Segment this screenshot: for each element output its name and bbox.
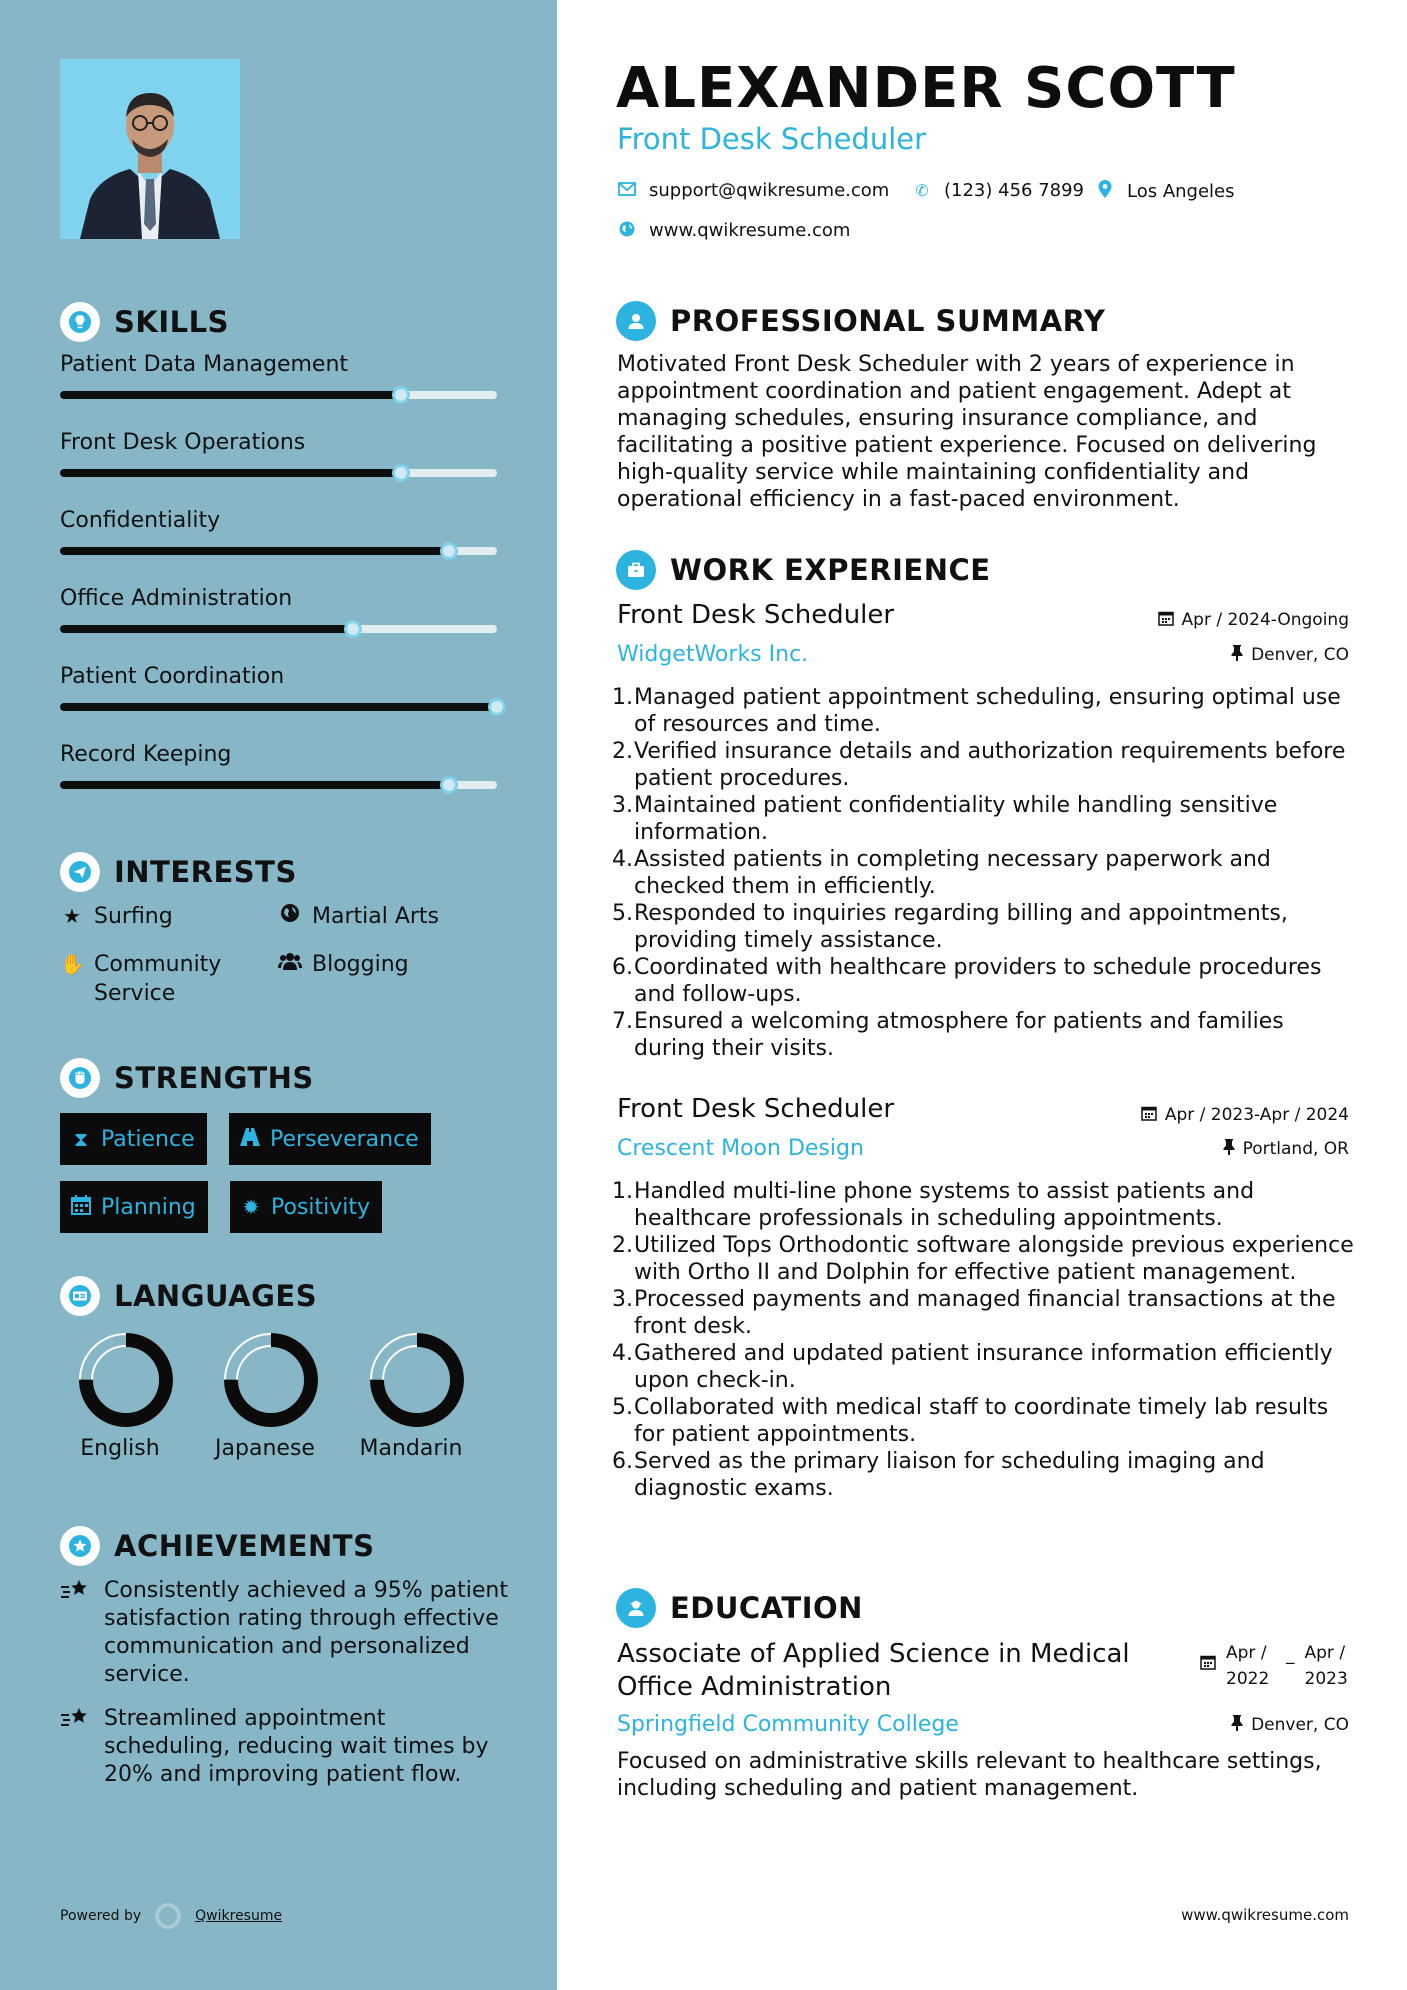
interest-item <box>278 902 439 931</box>
pushpin-icon <box>1231 645 1243 665</box>
education-location-text: Denver, CO <box>1251 1715 1349 1735</box>
hourglass-icon: ⧗ <box>73 1127 89 1151</box>
contact-email <box>617 180 889 201</box>
skill-name: Patient Coordination <box>60 664 285 689</box>
skill-name: Front Desk Operations <box>60 430 306 455</box>
skill-item <box>60 352 497 377</box>
list-item: 5. Responded to inquiries regarding billing and appointments, providing timely assistance. <box>612 900 1357 954</box>
pushpin-icon <box>1231 1715 1243 1735</box>
skill-item <box>60 664 497 689</box>
calendar-icon <box>1141 1105 1157 1125</box>
user-icon <box>616 301 656 341</box>
job-location-text: Portland, OR <box>1242 1139 1349 1159</box>
language-label: Mandarin <box>359 1436 463 1461</box>
skill-name: Confidentiality <box>60 508 221 533</box>
skill-name: Patient Data Management <box>60 352 349 377</box>
shooting-star-icon <box>60 1577 92 1689</box>
bullet-text: Collaborated with medical staff to coordinate timely lab results for patient appointments. <box>634 1395 1329 1447</box>
skills-heading <box>60 302 229 342</box>
list-item: 5. Collaborated with medical staff to coordinate timely lab results for patient appointments. <box>612 1394 1357 1448</box>
education-title: EDUCATION <box>670 1591 863 1625</box>
job-company: WidgetWorks Inc. <box>617 642 809 667</box>
envelope-icon <box>617 181 637 200</box>
skill-item <box>60 586 497 611</box>
location-text: Los Angeles <box>1127 180 1235 202</box>
skill-name: Office Administration <box>60 586 293 611</box>
pushpin-icon <box>1223 1139 1235 1159</box>
skill-bar <box>60 391 497 399</box>
summary-title: PROFESSIONAL SUMMARY <box>670 304 1106 338</box>
powered-by-label: Powered by <box>60 1908 142 1924</box>
job-dates-text: Apr / 2023-Apr / 2024 <box>1164 1105 1349 1125</box>
candidate-role: Front Desk Scheduler <box>617 122 927 156</box>
list-item: 1. Managed patient appointment scheduling, ensuring optimal use of resources and time. <box>612 684 1357 738</box>
phone-text[interactable]: (123) 456 7899 <box>944 180 1085 201</box>
paper-plane-icon <box>60 852 100 892</box>
language-item <box>205 1332 325 1461</box>
list-item: 2. Utilized Tops Orthodontic software alongside previous experience with Ortho II and Dolphin for effective patient management. <box>612 1232 1357 1286</box>
bullet-text: Processed payments and managed financial transactions at the front desk. <box>634 1287 1336 1339</box>
skill-bar <box>60 703 497 711</box>
job-bullets <box>612 684 1357 1062</box>
interest-label: Blogging <box>312 952 409 977</box>
achievement-item <box>60 1705 510 1789</box>
list-item: 1. Handled multi-line phone systems to assist patients and healthcare professionals in scheduling appointments. <box>612 1178 1357 1232</box>
job-dates <box>1141 1105 1349 1125</box>
email-text[interactable]: support@qwikresume.com <box>649 180 890 201</box>
skill-name: Record Keeping <box>60 742 232 767</box>
strength-badge <box>60 1113 207 1165</box>
language-item <box>351 1332 471 1461</box>
education-text: Focused on administrative skills relevant to healthcare settings, including scheduling and patient management. <box>617 1749 1322 1801</box>
bullet-text: Verified insurance details and authorization requirements before patient procedures. <box>634 739 1346 791</box>
education-location <box>1231 1715 1349 1735</box>
education-heading <box>616 1588 863 1628</box>
profile-photo <box>60 59 240 239</box>
language-item <box>60 1332 180 1461</box>
languages-heading <box>60 1276 317 1316</box>
bullet-text: Handled multi-line phone systems to assist patients and healthcare professionals in scheduling appointments. <box>634 1179 1255 1231</box>
strengths-title: STRENGTHS <box>114 1061 314 1095</box>
candidate-name: ALEXANDER SCOTT <box>616 56 1236 121</box>
job-dates <box>1158 610 1349 630</box>
skill-bar <box>60 547 497 555</box>
strengths-heading <box>60 1058 314 1098</box>
achievement-item <box>60 1577 510 1689</box>
language-donut <box>78 1332 174 1428</box>
star-badge-icon <box>60 1526 100 1566</box>
list-item: 6. Coordinated with healthcare providers to schedule procedures and follow-ups. <box>612 954 1357 1008</box>
education-start: Apr / 2022 <box>1226 1643 1270 1689</box>
contact-location <box>1095 180 1235 202</box>
job-title: Front Desk Scheduler <box>617 600 895 630</box>
skill-bar <box>60 469 497 477</box>
degree-title: Associate of Applied Science in Medical Office Administration <box>617 1639 1130 1702</box>
globe-icon <box>617 221 637 241</box>
strength-label: Positivity <box>271 1194 371 1220</box>
interests-heading <box>60 852 297 892</box>
map-pin-icon <box>1095 180 1115 202</box>
skill-knob <box>488 698 506 716</box>
powered-by-link[interactable]: Qwikresume <box>195 1908 283 1924</box>
list-item: 4. Assisted patients in completing necessary paperwork and checked them in efficiently. <box>612 846 1357 900</box>
interest-item <box>60 902 173 931</box>
contact-website <box>617 220 850 241</box>
strength-badge <box>229 1113 431 1165</box>
skill-fill <box>60 547 449 555</box>
interest-label: Martial Arts <box>312 904 440 929</box>
job-location <box>1231 645 1349 665</box>
education-date-separator: _ <box>1286 1645 1295 1665</box>
bullet-text: Managed patient appointment scheduling, ensuring optimal use of resources and time. <box>634 685 1341 737</box>
road-icon <box>239 1127 261 1151</box>
school-name: Springfield Community College <box>617 1712 959 1737</box>
website-text[interactable]: www.qwikresume.com <box>649 220 851 241</box>
skill-fill <box>60 703 497 711</box>
skill-fill <box>60 391 401 399</box>
sun-icon: ✹ <box>242 1195 260 1219</box>
bullet-text: Responded to inquiries regarding billing and appointments, providing timely assistance. <box>634 901 1288 953</box>
strength-badge <box>230 1181 382 1233</box>
fist-icon <box>60 1058 100 1098</box>
powered-by <box>60 1903 282 1929</box>
skill-knob <box>392 464 410 482</box>
skills-title: SKILLS <box>114 305 229 339</box>
language-donut <box>223 1332 319 1428</box>
users-icon <box>278 950 302 979</box>
skill-fill <box>60 625 353 633</box>
language-label: Japanese <box>215 1436 315 1461</box>
skill-item <box>60 508 497 533</box>
bullet-text: Coordinated with healthcare providers to schedule procedures and follow-ups. <box>634 955 1322 1007</box>
skill-fill <box>60 781 449 789</box>
list-item: 3. Maintained patient confidentiality while handling sensitive information. <box>612 792 1357 846</box>
phone-icon: ✆ <box>915 181 929 200</box>
skill-knob <box>392 386 410 404</box>
language-card-icon <box>60 1276 100 1316</box>
contact-phone <box>912 180 1084 201</box>
achievements-title: ACHIEVEMENTS <box>114 1529 375 1563</box>
list-item: 2. Verified insurance details and authorization requirements before patient procedures. <box>612 738 1357 792</box>
bullet-text: Ensured a welcoming atmosphere for patients and families during their visits. <box>634 1009 1284 1061</box>
education-dates <box>1200 1640 1355 1692</box>
job-title: Front Desk Scheduler <box>617 1094 895 1124</box>
achievement-text: Streamlined appointment scheduling, reducing wait times by 20% and improving patient flow. <box>104 1706 489 1787</box>
language-donut <box>369 1332 465 1428</box>
skill-knob <box>344 620 362 638</box>
job-bullets <box>612 1178 1357 1502</box>
hand-icon: ✋ <box>60 952 85 976</box>
calendar-icon <box>70 1195 92 1220</box>
interest-item <box>60 950 221 1008</box>
achievement-text: Consistently achieved a 95% patient satisfaction rating through effective communication and personalized service. <box>104 1578 508 1687</box>
strength-label: Planning <box>101 1194 196 1220</box>
languages-title: LANGUAGES <box>114 1279 318 1313</box>
skill-bar <box>60 781 497 789</box>
language-label: English <box>80 1436 160 1461</box>
strength-badge <box>60 1181 208 1233</box>
bullet-text: Assisted patients in completing necessary paperwork and checked them in efficiently. <box>634 847 1271 899</box>
job-dates-text: Apr / 2024-Ongoing <box>1181 610 1349 630</box>
interest-item <box>278 950 409 979</box>
interests-title: INTERESTS <box>114 855 297 889</box>
calendar-icon <box>1200 1640 1216 1692</box>
bullet-text: Utilized Tops Orthodontic software alongside previous experience with Ortho II and Dolphin for effective patient management. <box>634 1233 1354 1285</box>
lightbulb-icon <box>60 302 100 342</box>
strength-label: Perseverance <box>270 1126 419 1152</box>
star-icon: ★ <box>63 904 81 928</box>
globe-icon <box>278 902 302 931</box>
calendar-icon <box>1158 610 1174 630</box>
job-location-text: Denver, CO <box>1251 645 1349 665</box>
graduate-icon <box>616 1588 656 1628</box>
strength-label: Patience <box>101 1126 195 1152</box>
summary-heading <box>616 301 1105 341</box>
footer-url[interactable]: www.qwikresume.com <box>1181 1906 1349 1924</box>
skill-knob <box>440 542 458 560</box>
interest-label: Community Service <box>94 952 222 1006</box>
interest-label: Surfing <box>94 904 173 929</box>
shooting-star-icon <box>60 1705 92 1789</box>
experience-title: WORK EXPERIENCE <box>670 553 991 587</box>
qwikresume-logo-icon <box>155 1903 181 1929</box>
summary-text: Motivated Front Desk Scheduler with 2 years of experience in appointment coordination and patient engagement. Adept at managing schedules, ensuring insurance compliance, and facilitating a positive patient experience. Focused on delivering high-quality service while maintaining confidentiality and operational efficiency in a fast-paced environment. <box>617 352 1317 512</box>
sidebar <box>0 0 557 1990</box>
briefcase-icon <box>616 550 656 590</box>
bullet-text: Gathered and updated patient insurance information efficiently upon check-in. <box>634 1341 1333 1393</box>
bullet-text: Maintained patient confidentiality while handling sensitive information. <box>634 793 1278 845</box>
list-item: 3. Processed payments and managed financial transactions at the front desk. <box>612 1286 1357 1340</box>
bullet-text: Served as the primary liaison for scheduling imaging and diagnostic exams. <box>634 1449 1265 1501</box>
list-item: 7. Ensured a welcoming atmosphere for patients and families during their visits. <box>612 1008 1357 1062</box>
skill-knob <box>440 776 458 794</box>
experience-heading <box>616 550 991 590</box>
skill-fill <box>60 469 401 477</box>
achievements-heading <box>60 1526 374 1566</box>
skill-item <box>60 742 497 767</box>
skill-bar <box>60 625 497 633</box>
education-end: Apr / 2023 <box>1304 1643 1348 1689</box>
skill-item <box>60 430 497 455</box>
list-item: 6. Served as the primary liaison for scheduling imaging and diagnostic exams. <box>612 1448 1357 1502</box>
job-location <box>1223 1139 1349 1159</box>
person-avatar-icon <box>60 59 240 239</box>
job-company: Crescent Moon Design <box>617 1136 864 1161</box>
list-item: 4. Gathered and updated patient insurance information efficiently upon check-in. <box>612 1340 1357 1394</box>
